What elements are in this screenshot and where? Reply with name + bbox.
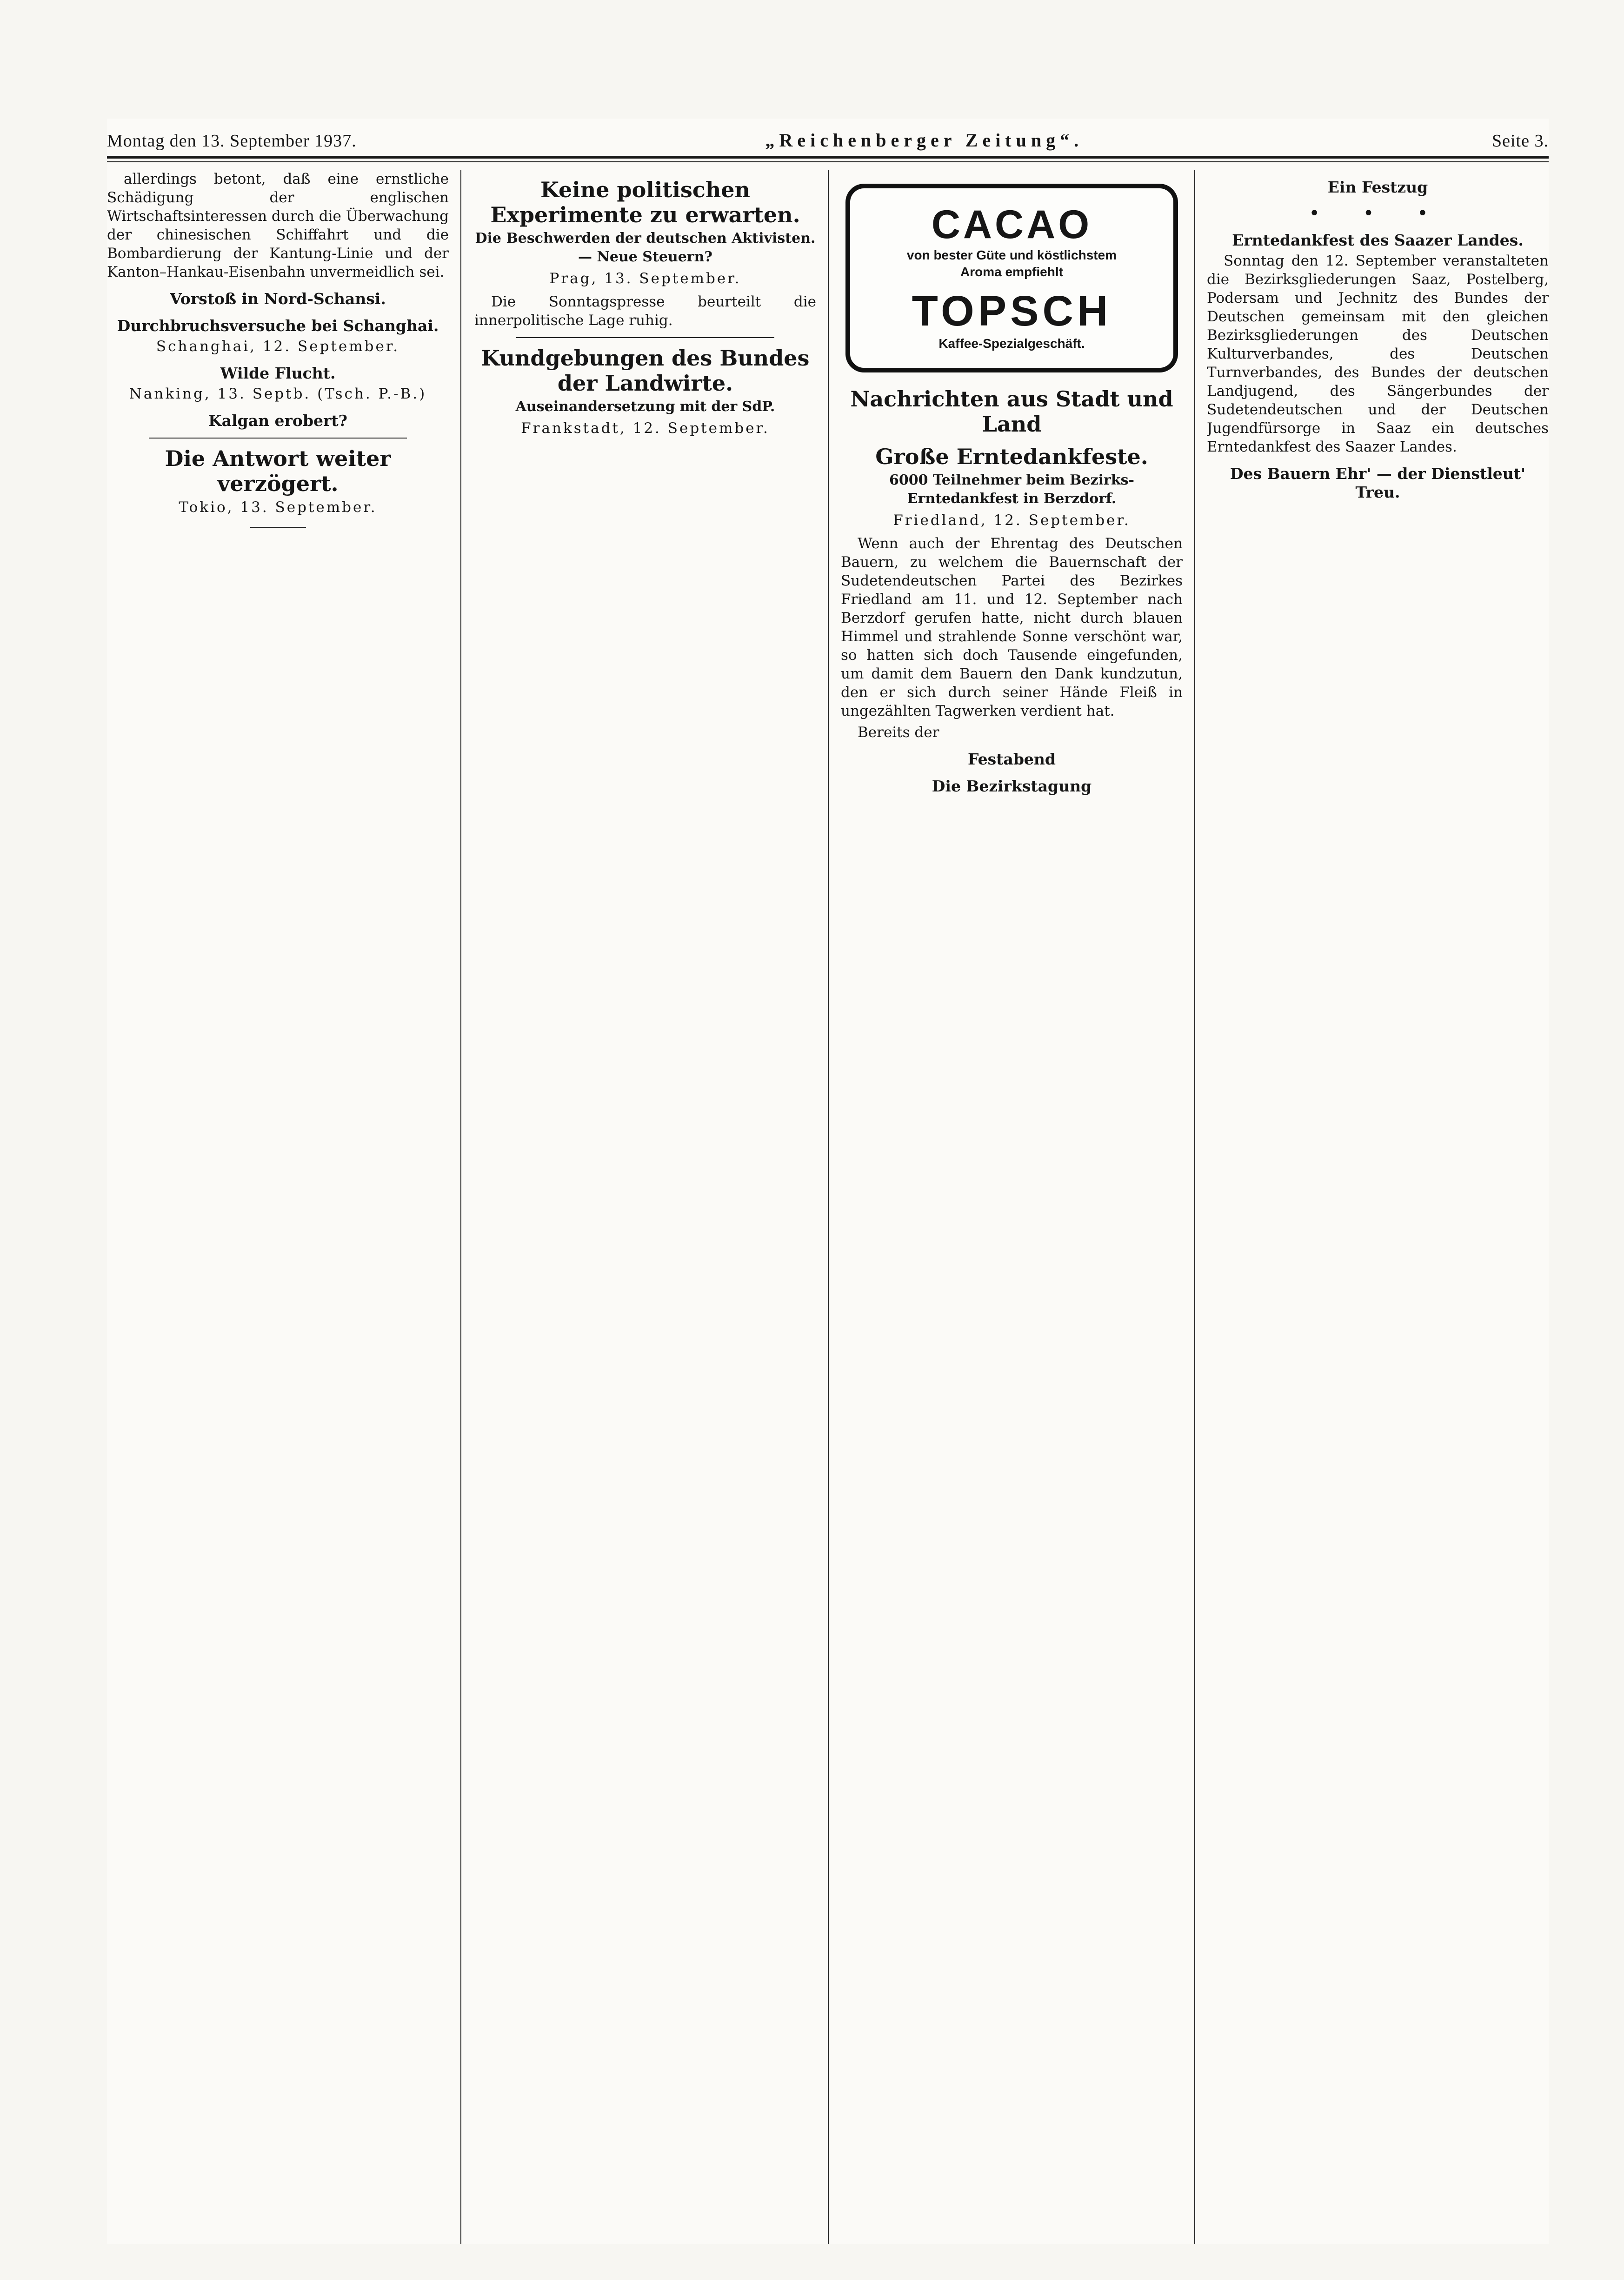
ad-product: CACAO (931, 202, 1092, 247)
dateline: Tokio, 13. September. (179, 499, 377, 516)
article-text: Bereits der (858, 724, 939, 741)
column-1 (107, 170, 449, 2244)
article-headline: Die Antwort weiter verzögert. (165, 446, 391, 496)
article-subheading: Die Beschwerden der deutschen Aktivisten. — Neue Steuern? (475, 230, 816, 265)
ad-brand: TOPSCH (912, 287, 1112, 335)
article-heading: Durchbruchsversuche bei Schanghai. (117, 317, 439, 335)
article-headline: Kundgebungen des Bundes der Landwirte. (481, 346, 810, 396)
masthead: „Reichenberger Zeitung“. (765, 130, 1084, 151)
section-ornament: • • • (1309, 203, 1447, 224)
ad-tagline: Kaffee-Spezialgeschäft. (938, 336, 1085, 351)
article-text: allerdings betont, daß eine ernstliche Schädigung der englischen Wirtschaftsinteressen durch die Überwachung der chinesischen Schiffahrt und die Bombardierung der Kantung-Linie und der Kanton–Hankau-Eisenbahn unvermeidlich sei. (107, 171, 449, 280)
article-heading: Vorstoß in Nord-Schansi. (170, 290, 386, 308)
dateline: Friedland, 12. September. (893, 512, 1131, 529)
article-heading: Ein Festzug (1327, 178, 1428, 196)
dateline: Nanking, 13. Septb. (Tsch. P.-B.) (129, 386, 427, 402)
article-heading: Die Bezirkstagung (932, 777, 1092, 795)
divider (149, 438, 407, 439)
article-heading: Wilde Flucht. (220, 364, 336, 382)
article-heading: Erntedankfest des Saazer Landes. (1232, 231, 1524, 249)
ad-slogan: von bester Güte und köstlichstem (906, 248, 1117, 262)
article-headline: Große Erntedankfeste. (875, 444, 1148, 469)
dateline: Prag, 13. September. (549, 270, 741, 287)
column-3 (841, 170, 1183, 2244)
article-headline: Keine politischen Experimente zu erwarten. (490, 177, 800, 227)
page-header (107, 119, 1549, 151)
column-2 (474, 170, 816, 2244)
article-text: Wenn auch der Ehrentag des Deutschen Bauern, zu welchem die Bauernschaft der Sudetendeutschen Partei des Bezirkes Friedland am 11. und 12. September nach Berzdorf gerufen hatte, nicht durch blauen Himmel und strahlende Sonne verschönt war, so hatten sich doch Tausende eingefunden, um damit dem Bauern den Dank kundzutun, den er sich durch seiner Hände Fleiß in ungezählten Tagwerken verdient hat. (841, 535, 1183, 719)
header-rule (107, 156, 1549, 159)
column-divider (1194, 170, 1195, 2244)
article-subheading: Auseinandersetzung mit der SdP. (515, 399, 775, 415)
newspaper-page (107, 119, 1549, 2244)
article-subheading: 6000 Teilnehmer beim Bezirks-Erntedankfest in Berzdorf. (889, 472, 1134, 507)
ad-slogan: Aroma empfiehlt (960, 265, 1063, 279)
page-number: Seite 3. (1492, 131, 1549, 151)
header-rule-thin (107, 161, 1549, 162)
column-4 (1207, 170, 1549, 2244)
article-heading: Des Bauern Ehr' — der Dienstleut' Treu. (1230, 465, 1526, 501)
end-rule (250, 527, 306, 528)
dateline: Schanghai, 12. September. (156, 338, 400, 355)
article-heading: Kalgan erobert? (208, 412, 347, 430)
article-heading: Festabend (968, 750, 1056, 768)
column-divider (828, 170, 829, 2244)
section-heading: Nachrichten aus Stadt und Land (850, 386, 1173, 437)
article-text: Die Sonntagspresse beurteilt die innerpolitische Lage ruhig. (474, 293, 816, 329)
dateline: Frankstadt, 12. September. (521, 420, 770, 437)
column-divider (460, 170, 461, 2244)
cacao-advertisement (845, 184, 1178, 372)
issue-date: Montag den 13. September 1937. (107, 131, 357, 151)
divider (516, 337, 774, 338)
article-text: Sonntag den 12. September veranstalteten die Bezirksgliederungen Saaz, Postelberg, Podersam und Jechnitz des Bundes der Deutschen gemeinsam mit den gleichen Bezirksgliederungen des Deutschen Kulturverbandes, des Deutschen Turnverbandes, des Bundes der deutschen Landjugend, des Sängerbundes der Sudetendeutschen und der Deutschen Jugendfürsorge in Saaz ein deutsches Erntedankfest des Saazer Landes. (1207, 253, 1549, 455)
